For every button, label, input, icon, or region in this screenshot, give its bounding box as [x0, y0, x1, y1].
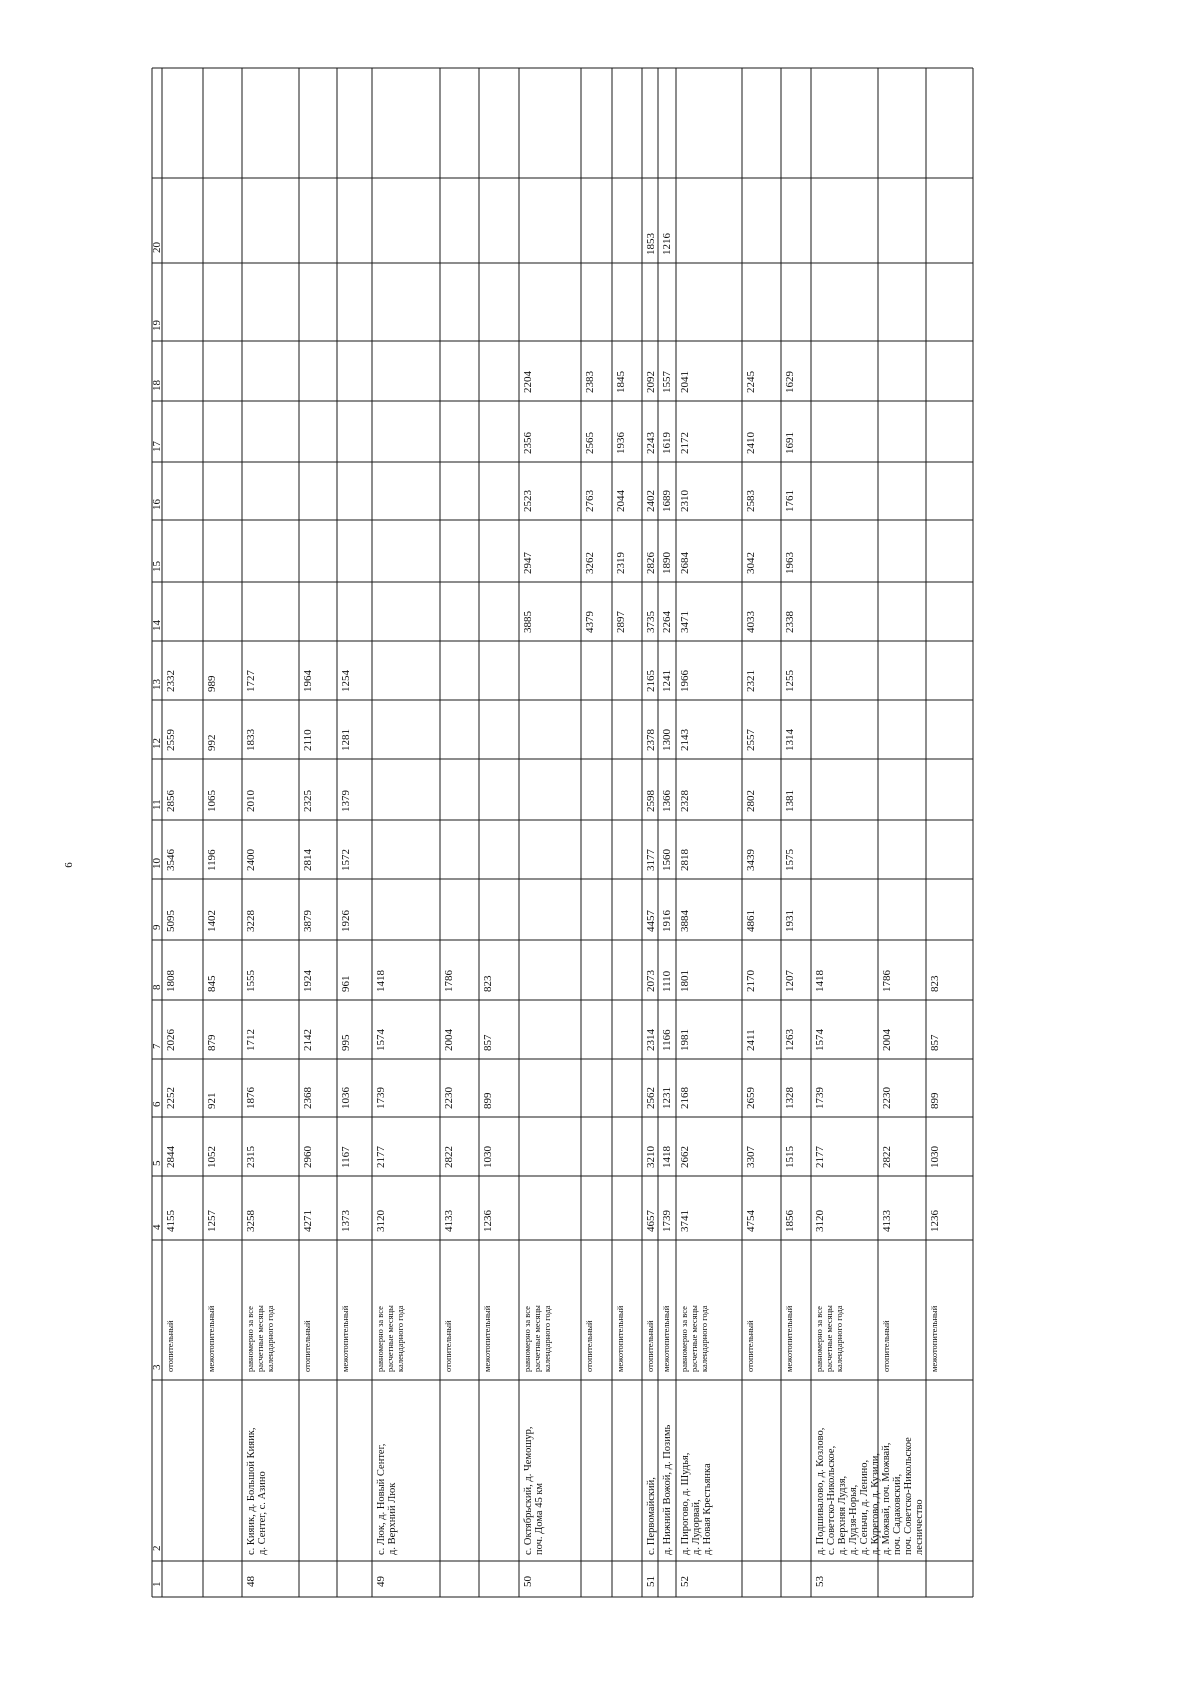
table-cell: 2659 — [745, 1087, 757, 1109]
table-cell: 3741 — [679, 1210, 691, 1232]
table-cell: 1924 — [302, 970, 314, 992]
column-header: 1 — [151, 1581, 163, 1587]
table-cell: 1381 — [784, 790, 796, 812]
period-label: календарного года — [265, 1305, 275, 1372]
period-label: расчетные месяцы — [689, 1305, 699, 1372]
table-cell: 1257 — [206, 1210, 218, 1232]
table-cell: 1207 — [784, 970, 796, 992]
table-cell: 1575 — [784, 849, 796, 871]
table-cell: 1254 — [340, 670, 352, 692]
table-cell: 1110 — [661, 970, 673, 992]
table-cell: 2383 — [584, 371, 596, 393]
row-number: 52 — [679, 1576, 691, 1587]
table-cell: 1964 — [302, 670, 314, 692]
settlement-name: д. Курегово, д. Кузили, — [870, 1453, 881, 1555]
table-cell: 2172 — [679, 432, 691, 454]
period-label: межотопительный — [929, 1305, 939, 1372]
table-cell: 1689 — [661, 490, 673, 512]
period-label: расчетные месяцы — [824, 1305, 834, 1372]
table-cell: 2411 — [745, 1029, 757, 1051]
table-cell: 1036 — [340, 1087, 352, 1109]
table-cell: 2662 — [679, 1146, 691, 1168]
column-header: 18 — [151, 380, 163, 391]
table-cell: 4271 — [302, 1210, 314, 1232]
period-label: отопительный — [165, 1320, 175, 1372]
table-cell: 4155 — [165, 1210, 177, 1232]
table-cell: 2960 — [302, 1146, 314, 1168]
table-cell: 3439 — [745, 849, 757, 871]
table-cell: 2356 — [522, 432, 534, 454]
table-cell: 1890 — [661, 552, 673, 574]
period-label: отопительный — [881, 1320, 891, 1372]
column-header: 7 — [151, 1043, 163, 1049]
table-cell: 2252 — [165, 1087, 177, 1109]
table-cell: 2402 — [645, 490, 657, 512]
table-cell: 2328 — [679, 790, 691, 812]
row-number: 49 — [375, 1576, 387, 1587]
table-cell: 1515 — [784, 1146, 796, 1168]
table-cell: 3735 — [645, 611, 657, 633]
column-header: 16 — [151, 499, 163, 510]
table-cell: 899 — [482, 1092, 494, 1109]
table-cell: 1030 — [482, 1146, 494, 1168]
table-cell: 2557 — [745, 729, 757, 751]
table-cell: 3177 — [645, 849, 657, 871]
column-header: 19 — [151, 320, 163, 331]
period-label: расчетные месяцы — [385, 1305, 395, 1372]
period-label: календарного года — [699, 1305, 709, 1372]
table-cell: 3262 — [584, 552, 596, 574]
table-cell: 1196 — [206, 849, 218, 871]
table-cell: 1963 — [784, 552, 796, 574]
table-cell: 5095 — [165, 910, 177, 932]
table-cell: 2245 — [745, 371, 757, 393]
table-cell: 1366 — [661, 790, 673, 812]
page-number: 6 — [63, 862, 75, 868]
column-header: 8 — [151, 984, 163, 990]
table-cell: 2822 — [443, 1146, 455, 1168]
table-cell: 2168 — [679, 1087, 691, 1109]
table-cell: 2856 — [165, 790, 177, 812]
table-cell: 2026 — [165, 1029, 177, 1051]
row-number: 48 — [245, 1576, 257, 1587]
table-cell: 2321 — [745, 670, 757, 692]
table-cell: 2044 — [615, 490, 627, 512]
table-cell: 2230 — [881, 1087, 893, 1109]
table-cell: 1572 — [340, 849, 352, 871]
period-label: отопительный — [645, 1320, 655, 1372]
period-label: расчетные месяцы — [532, 1305, 542, 1372]
row-number: 50 — [522, 1576, 534, 1587]
table-cell: 4657 — [645, 1210, 657, 1232]
table-cell: 2332 — [165, 670, 177, 692]
table-cell: 2559 — [165, 729, 177, 751]
table-cell: 2177 — [375, 1146, 387, 1168]
table-cell: 2844 — [165, 1146, 177, 1168]
table-cell: 2598 — [645, 790, 657, 812]
column-header: 15 — [151, 561, 163, 572]
settlement-name: лесничество — [914, 1499, 925, 1555]
settlement-name: с. Октябрьский, д. Чемошур, — [523, 1426, 534, 1555]
column-header: 13 — [151, 679, 163, 690]
table-cell: 2400 — [245, 849, 257, 871]
settlement-name: с. Советско-Никольское, — [826, 1445, 837, 1555]
table-cell: 2818 — [679, 849, 691, 871]
table-cell: 2315 — [245, 1146, 257, 1168]
period-label: равномерно за все — [522, 1306, 532, 1372]
table-cell: 2378 — [645, 729, 657, 751]
table-cell: 1916 — [661, 910, 673, 932]
period-label: равномерно за все — [814, 1306, 824, 1372]
period-label: межотопительный — [340, 1305, 350, 1372]
table-cell: 2410 — [745, 432, 757, 454]
table-cell: 2004 — [881, 1029, 893, 1051]
table-cell: 2142 — [302, 1029, 314, 1051]
table-cell: 1727 — [245, 670, 257, 692]
table-cell: 1712 — [245, 1029, 257, 1051]
table-cell: 1931 — [784, 910, 796, 932]
column-header: 10 — [151, 858, 163, 869]
table-cell: 1808 — [165, 970, 177, 992]
column-header: 14 — [151, 620, 163, 631]
row-number: 51 — [645, 1576, 657, 1587]
table-cell: 1418 — [814, 970, 826, 992]
table-cell: 1856 — [784, 1210, 796, 1232]
table-cell: 2562 — [645, 1087, 657, 1109]
period-label: отопительный — [443, 1320, 453, 1372]
table-cell: 1052 — [206, 1146, 218, 1168]
table-cell: 823 — [929, 975, 941, 992]
column-header: 9 — [151, 924, 163, 930]
table-cell: 4133 — [443, 1210, 455, 1232]
table-cell: 823 — [482, 975, 494, 992]
period-label: равномерно за все — [245, 1306, 255, 1372]
table-cell: 3879 — [302, 910, 314, 932]
settlement-name: с. Люк, д. Новый Сентег, — [376, 1443, 387, 1555]
table-cell: 1739 — [375, 1087, 387, 1109]
column-header: 6 — [151, 1101, 163, 1107]
settlement-name: д. Сеньчи, д. Ленино, — [859, 1459, 870, 1555]
table-cell: 1786 — [443, 970, 455, 992]
table-cell: 3884 — [679, 910, 691, 932]
settlement-name: д. Лудзя-Норья, — [848, 1484, 859, 1555]
table-cell: 1379 — [340, 790, 352, 812]
column-header: 4 — [151, 1224, 163, 1230]
column-header: 2 — [151, 1545, 163, 1551]
table-cell: 1263 — [784, 1029, 796, 1051]
table-cell: 1629 — [784, 371, 796, 393]
table-cell: 1030 — [929, 1146, 941, 1168]
column-header: 3 — [151, 1364, 163, 1370]
table-cell: 845 — [206, 975, 218, 992]
table-cell: 4861 — [745, 910, 757, 932]
table-cell: 4379 — [584, 611, 596, 633]
period-label: межотопительный — [784, 1305, 794, 1372]
period-label: межотопительный — [661, 1305, 671, 1372]
table-cell: 2170 — [745, 970, 757, 992]
table-cell: 2041 — [679, 371, 691, 393]
table-cell: 1966 — [679, 670, 691, 692]
table-cell: 2583 — [745, 490, 757, 512]
table-cell: 1555 — [245, 970, 257, 992]
period-label: расчетные месяцы — [255, 1305, 265, 1372]
settlement-name: д. Верхняя Лудзя, — [837, 1475, 848, 1555]
table-cell: 961 — [340, 975, 352, 992]
table-cell: 1418 — [375, 970, 387, 992]
table-cell: 3307 — [745, 1146, 757, 1168]
table-cell: 3210 — [645, 1146, 657, 1168]
table-cell: 1216 — [661, 233, 673, 255]
table-cell: 1402 — [206, 910, 218, 932]
column-header: 12 — [151, 738, 163, 749]
table-cell: 3258 — [245, 1210, 257, 1232]
table-cell: 2368 — [302, 1087, 314, 1109]
table-cell: 1936 — [615, 432, 627, 454]
period-label: календарного года — [395, 1305, 405, 1372]
table-cell: 2523 — [522, 490, 534, 512]
settlement-name: с. Первомайский, — [646, 1477, 657, 1555]
table-cell: 1574 — [375, 1029, 387, 1051]
table-cell: 3120 — [375, 1210, 387, 1232]
period-label: межотопительный — [482, 1305, 492, 1372]
period-label: отопительный — [302, 1320, 312, 1372]
period-label: равномерно за все — [375, 1306, 385, 1372]
table-cell: 1786 — [881, 970, 893, 992]
settlement-name: д. Пирогово, д. Шудья, — [680, 1452, 691, 1555]
table-cell: 3042 — [745, 552, 757, 574]
settlement-name: д. Верхний Люк — [387, 1482, 398, 1555]
table-cell: 1739 — [814, 1087, 826, 1109]
table-cell: 2826 — [645, 552, 657, 574]
period-label: межотопительный — [206, 1305, 216, 1372]
period-label: календарного года — [542, 1305, 552, 1372]
table-cell: 1065 — [206, 790, 218, 812]
table-cell: 879 — [206, 1034, 218, 1051]
table-cell: 1231 — [661, 1087, 673, 1109]
table-cell: 1373 — [340, 1210, 352, 1232]
table-cell: 1314 — [784, 729, 796, 751]
table-cell: 1241 — [661, 670, 673, 692]
table-cell: 1981 — [679, 1029, 691, 1051]
table-cell: 1167 — [340, 1146, 352, 1168]
table-cell: 2177 — [814, 1146, 826, 1168]
table-cell: 2092 — [645, 371, 657, 393]
table-cell: 989 — [206, 675, 218, 692]
table-cell: 2947 — [522, 552, 534, 574]
table-cell: 3471 — [679, 611, 691, 633]
table-cell: 4033 — [745, 611, 757, 633]
table-cell: 4457 — [645, 910, 657, 932]
settlement-name: д. Сентег, с. Азино — [257, 1471, 268, 1555]
table-cell: 2264 — [661, 611, 673, 633]
table-cell: 1557 — [661, 371, 673, 393]
table-cell: 1281 — [340, 729, 352, 751]
settlement-name: поч. Советско-Никольское — [903, 1437, 914, 1555]
row-number: 53 — [814, 1576, 826, 1587]
table-cell: 2319 — [615, 552, 627, 574]
settlement-name: д. Подшивалово, д. Козлово, — [815, 1427, 826, 1555]
table-cell: 3885 — [522, 611, 534, 633]
table-cell: 1560 — [661, 849, 673, 871]
period-label: календарного года — [834, 1305, 844, 1372]
table-cell: 2204 — [522, 371, 534, 393]
table-cell: 1166 — [661, 1029, 673, 1051]
column-header: 11 — [151, 799, 163, 810]
table-cell: 1236 — [929, 1210, 941, 1232]
table-cell: 995 — [340, 1034, 352, 1051]
period-label: отопительный — [584, 1320, 594, 1372]
settlement-name: д. Можвай, поч. Можвай, — [881, 1442, 892, 1555]
table-cell: 1853 — [645, 233, 657, 255]
table-cell: 2325 — [302, 790, 314, 812]
table-cell: 2230 — [443, 1087, 455, 1109]
table-cell: 2763 — [584, 490, 596, 512]
table-cell: 921 — [206, 1092, 218, 1109]
table-cell: 2338 — [784, 611, 796, 633]
period-label: межотопительный — [615, 1305, 625, 1372]
table-cell: 1845 — [615, 371, 627, 393]
table-cell: 1801 — [679, 970, 691, 992]
settlement-name: поч. Садаковский, — [892, 1473, 903, 1555]
table-cell: 1833 — [245, 729, 257, 751]
table-cell: 2314 — [645, 1029, 657, 1051]
table-cell: 2814 — [302, 849, 314, 871]
table-cell: 1691 — [784, 432, 796, 454]
column-header: 17 — [151, 441, 163, 452]
table-cell: 1926 — [340, 910, 352, 932]
table-cell: 899 — [929, 1092, 941, 1109]
table-cell: 2143 — [679, 729, 691, 751]
table-cell: 1619 — [661, 432, 673, 454]
table-cell: 1876 — [245, 1087, 257, 1109]
table-cell: 1236 — [482, 1210, 494, 1232]
table-cell: 1328 — [784, 1087, 796, 1109]
table-cell: 1761 — [784, 490, 796, 512]
table-cell: 2165 — [645, 670, 657, 692]
table-cell: 857 — [929, 1034, 941, 1051]
table-cell: 2565 — [584, 432, 596, 454]
settlement-name: с. Кияик, д. Большой Кияик, — [246, 1427, 257, 1555]
settlement-name: поч. Дома 45 км — [534, 1482, 545, 1555]
table-cell: 4133 — [881, 1210, 893, 1232]
table-cell: 1300 — [661, 729, 673, 751]
table-cell: 2310 — [679, 490, 691, 512]
table-cell: 2684 — [679, 552, 691, 574]
table-cell: 2243 — [645, 432, 657, 454]
table-cell: 2010 — [245, 790, 257, 812]
table-cell: 2822 — [881, 1146, 893, 1168]
table-cell: 4754 — [745, 1210, 757, 1232]
table-cell: 2802 — [745, 790, 757, 812]
table-cell: 3228 — [245, 910, 257, 932]
settlement-name: д. Нижний Вожой, д. Позимь — [662, 1424, 673, 1555]
table-cell: 2073 — [645, 970, 657, 992]
table-cell: 1574 — [814, 1029, 826, 1051]
table-cell: 2110 — [302, 729, 314, 751]
settlement-name: д. Новая Крестьянка — [702, 1463, 713, 1555]
table-cell: 3120 — [814, 1210, 826, 1232]
table-cell: 2897 — [615, 611, 627, 633]
period-label: равномерно за все — [679, 1306, 689, 1372]
column-header: 20 — [151, 242, 163, 253]
table-cell: 2004 — [443, 1029, 455, 1051]
column-header: 5 — [151, 1160, 163, 1166]
period-label: отопительный — [745, 1320, 755, 1372]
table-cell: 992 — [206, 734, 218, 751]
table-cell: 1255 — [784, 670, 796, 692]
settlement-name: д. Лудорвай, — [691, 1499, 702, 1555]
table-cell: 1739 — [661, 1210, 673, 1232]
table-cell: 3546 — [165, 849, 177, 871]
table-cell: 1418 — [661, 1146, 673, 1168]
table-cell: 857 — [482, 1034, 494, 1051]
